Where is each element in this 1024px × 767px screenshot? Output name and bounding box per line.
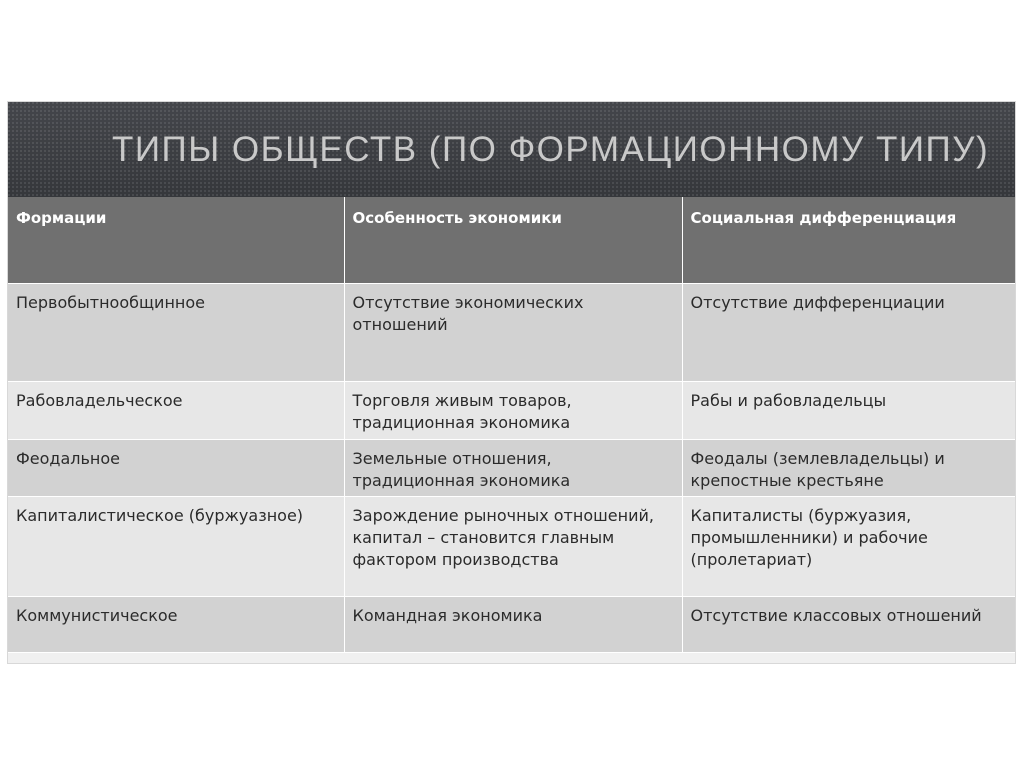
table-row [8, 283, 1015, 381]
cell-economy: Торговля живым товаров, традиционная экономика [344, 381, 682, 439]
table-row [8, 596, 1015, 652]
cell-social: Феодалы (землевладельцы) и крепостные крестьяне [682, 439, 1015, 496]
title-bar [8, 102, 1015, 197]
cell-economy: Земельные отношения, традиционная экономика [344, 439, 682, 496]
cell-social: Отсутствие классовых отношений [682, 596, 1015, 652]
header-social-differentiation: Социальная дифференциация [682, 197, 1015, 283]
table-row [8, 496, 1015, 596]
cell-economy: Командная экономика [344, 596, 682, 652]
cell-economy: Зарождение рыночных отношений, капитал – становится главным фактором производства [344, 496, 682, 596]
cell-economy: Отсутствие экономических отношений [344, 283, 682, 381]
cell-formation: Коммунистическое [8, 596, 344, 652]
slide-title: ТИПЫ ОБЩЕСТВ (ПО ФОРМАЦИОННОМУ ТИПУ) [112, 130, 990, 169]
header-economy: Особенность экономики [344, 197, 682, 283]
slide [7, 101, 1016, 664]
header-formations: Формации [8, 197, 344, 283]
cell-formation: Рабовладельческое [8, 381, 344, 439]
cell-formation: Первобытнообщинное [8, 283, 344, 381]
table-header-row [8, 197, 1015, 283]
formations-table [8, 197, 1015, 653]
cell-social: Рабы и рабовладельцы [682, 381, 1015, 439]
table-row [8, 381, 1015, 439]
table-row [8, 439, 1015, 496]
cell-social: Капиталисты (буржуазия, промышленники) и рабочие (пролетариат) [682, 496, 1015, 596]
cell-social: Отсутствие дифференциации [682, 283, 1015, 381]
cell-formation: Феодальное [8, 439, 344, 496]
cell-formation: Капиталистическое (буржуазное) [8, 496, 344, 596]
